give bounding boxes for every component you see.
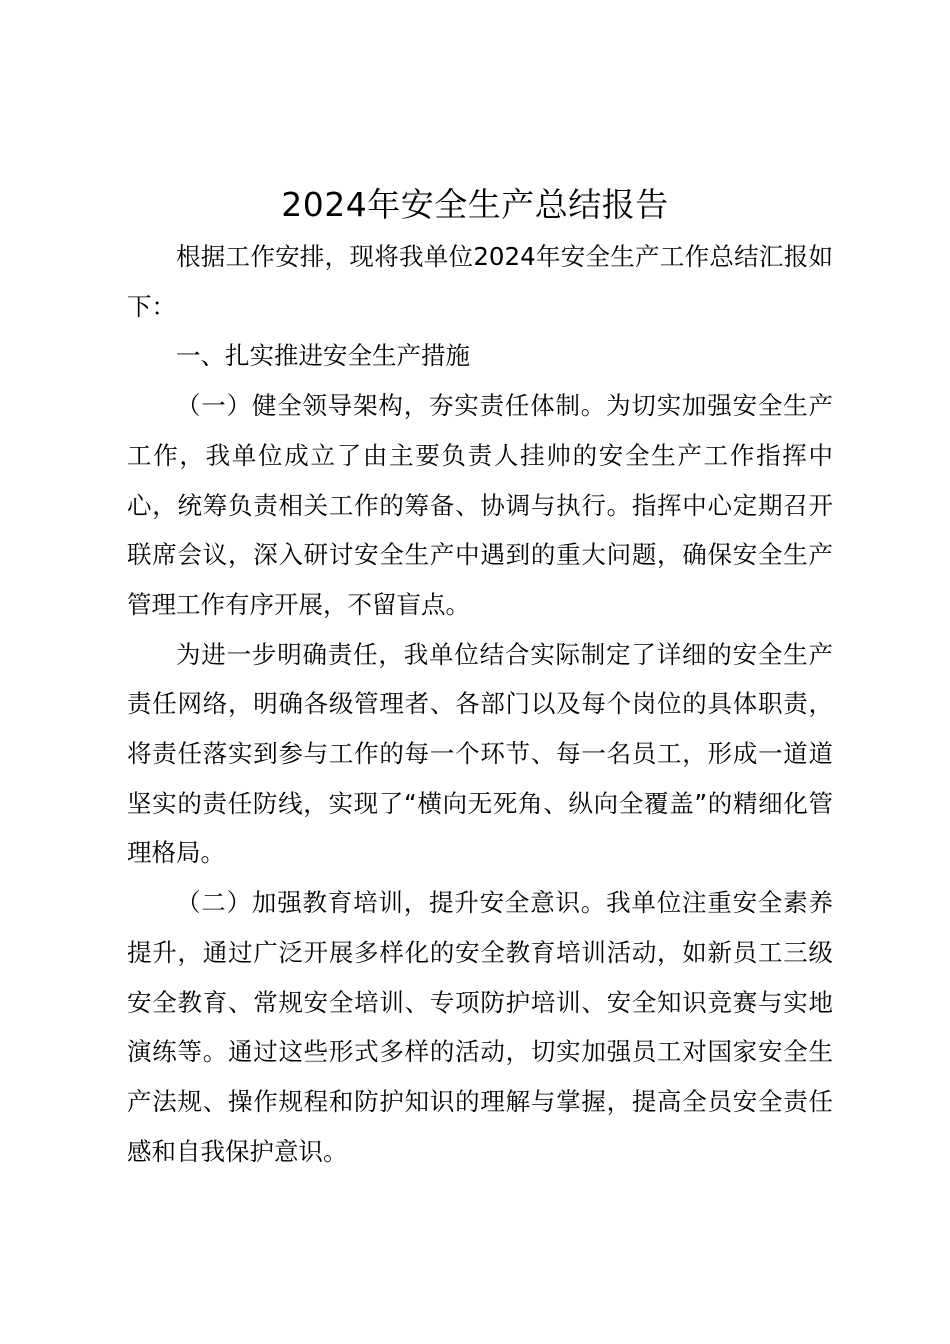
paragraph-leadership: （一）健全领导架构，夯实责任体制。为切实加强安全生产工作，我单位成立了由主要负责人挂帅的安全生产工作指挥中心，统筹负责相关工作的筹备、协调与执行。指挥中心定期召开联席会议，深入研讨安全生产中遇到的重大问题，确保安全生产管理工作有序开展，不留盲点。	[127, 391, 833, 619]
section-heading: 一、扎实推进安全生产措施	[176, 341, 470, 371]
document-title: 2024年安全生产总结报告	[281, 185, 669, 224]
paragraph-responsibility: 为进一步明确责任，我单位结合实际制定了详细的安全生产责任网络，明确各级管理者、各部门以及每个岗位的具体职责，将责任落实到参与工作的每一个环节、每一名员工，形成一道道坚实的责任防线，实现了“横向无死角、纵向全覆盖”的精细化管理格局。	[127, 639, 833, 868]
document-body	[127, 232, 833, 1176]
intro-paragraph: 根据工作安排，现将我单位2024年安全生产工作总结汇报如下：	[127, 242, 833, 321]
paragraph-training: （二）加强教育培训，提升安全意识。我单位注重安全素养提升，通过广泛开展多样化的安全教育培训活动，如新员工三级安全教育、常规安全培训、专项防护培训、安全知识竞赛与实地演练等。通过这些形式多样的活动，切实加强员工对国家安全生产法规、操作规程和防护知识的理解与掌握，提高全员安全责任感和自我保护意识。	[127, 888, 833, 1166]
